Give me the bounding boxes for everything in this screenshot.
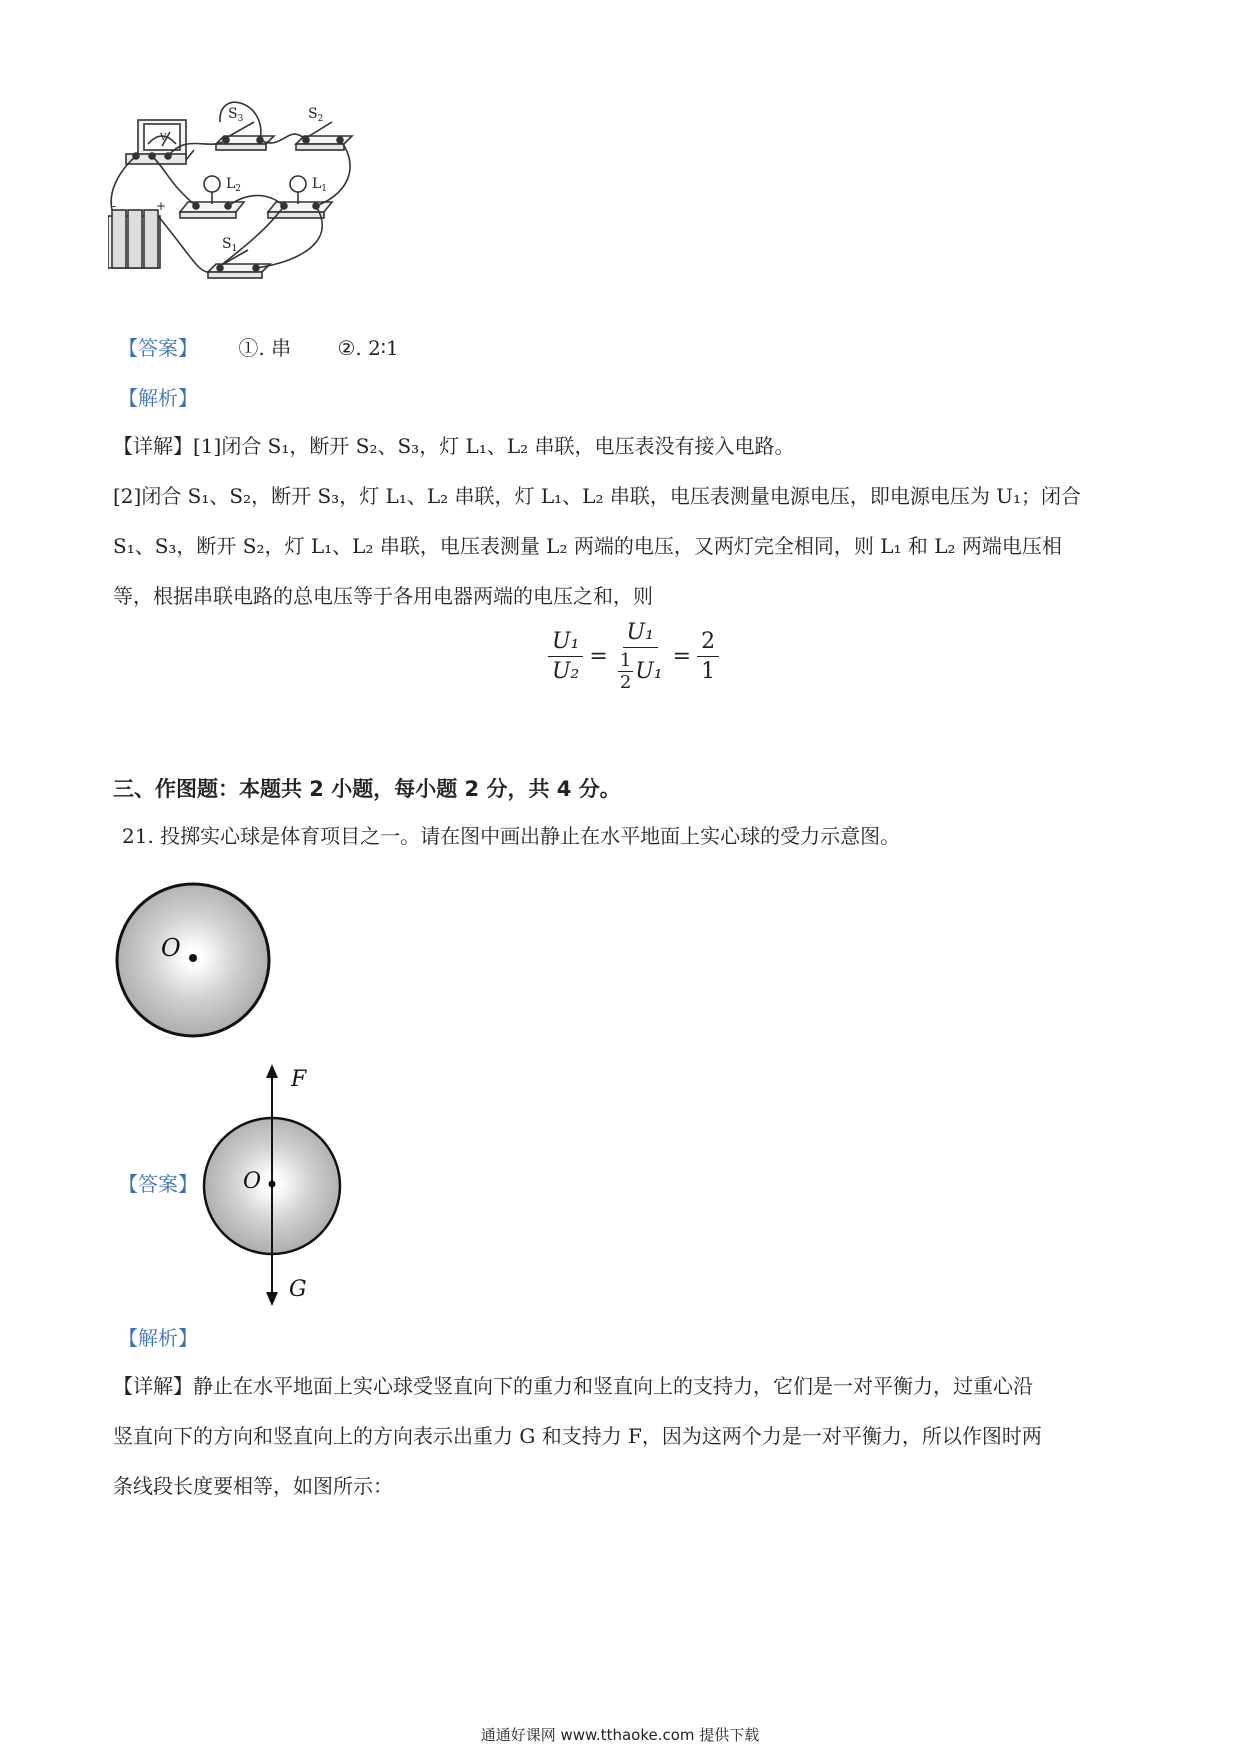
answer-2: ②. 2∶1 [337,336,399,360]
label-o: O [161,934,181,962]
label-plus: + [156,199,167,213]
section-3-title: 三、作图题：本题共 2 小题，每小题 2 分，共 4 分。 [113,777,621,801]
detail-tag-21: 【详解】 [113,1374,193,1398]
answer-20 [118,334,399,362]
detail-21-line-1 [113,1372,1033,1400]
label-s1: $S_1$ [222,236,238,254]
center-dot-answer [269,1181,276,1188]
answer-1: ①. 串 [238,336,292,360]
label-meter: V [160,133,167,143]
analysis-tag-2: 【解析】 [118,1326,198,1350]
arrow-down-icon [266,1292,278,1306]
ball-figure [110,880,280,1040]
detail-tag: 【详解】 [113,434,193,458]
force-diagram [195,1058,355,1308]
page-footer: 通通好课网 www.tthaoke.com 提供下载 [480,1726,760,1744]
label-minus: - [112,199,117,213]
detail-20-line-3: S₁、S₃，断开 S₂，灯 L₁、L₂ 串联，电压表测量 L₂ 两端的电压，又两灯完全相同，则 L₁ 和 L₂ 两端电压相 [113,534,1062,558]
detail-21-line-2: 竖直向下的方向和竖直向上的方向表示出重力 G 和支持力 F，因为这两个力是一对平衡力，所以作图时两 [113,1424,1042,1448]
question-21: 21. 投掷实心球是体育项目之一。请在图中画出静止在水平地面上实心球的受力示意图。 [122,824,901,848]
center-dot [189,954,197,962]
equals-2: = [672,644,692,669]
arrow-up-icon [266,1064,278,1078]
label-l2: $L_2$ [226,176,242,194]
label-o-answer: O [243,1169,262,1194]
label-s3: $S_3$ [228,106,244,124]
label-f: F [291,1067,307,1092]
detail-20-line-1 [113,432,795,460]
equals-1: = [589,644,608,669]
detail-20-line-2: [2]闭合 S₁、S₂，断开 S₃，灯 L₁、L₂ 串联，灯 L₁、L₂ 串联，电压表测量电源电压，即电源电压为 U₁；闭合 [113,484,1082,508]
fraction-lhs: $\frac{\text{U₁}}{\text{U₂}}$ [548,629,583,684]
detail-text: [1]闭合 S₁，断开 S₂、S₃，灯 L₁、L₂ 串联，电压表没有接入电路。 [193,434,795,458]
fraction-mid: U₁ $\frac{1}{2}$ U₁ [619,620,663,693]
analysis-tag-1: 【解析】 [118,386,198,410]
detail-21-line-3: 条线段长度要相等，如图所示： [113,1474,393,1498]
label-s2: $S_2$ [308,106,324,124]
answer-21-tag: 【答案】 [118,1172,198,1196]
detail-20-line-4: 等，根据串联电路的总电压等于各用电器两端的电压之和，则 [113,584,653,608]
label-l1: $L_1$ [312,176,328,194]
fraction-rhs: $\frac{2}{1}$ [697,629,719,684]
label-g: G [289,1277,307,1302]
detail-text-21: 静止在水平地面上实心球受竖直向下的重力和竖直向上的支持力，它们是一对平衡力，过重心沿 [193,1374,1033,1398]
circuit-diagram [108,92,408,307]
answer-tag: 【答案】 [118,336,198,360]
ratio-formula [548,620,719,693]
